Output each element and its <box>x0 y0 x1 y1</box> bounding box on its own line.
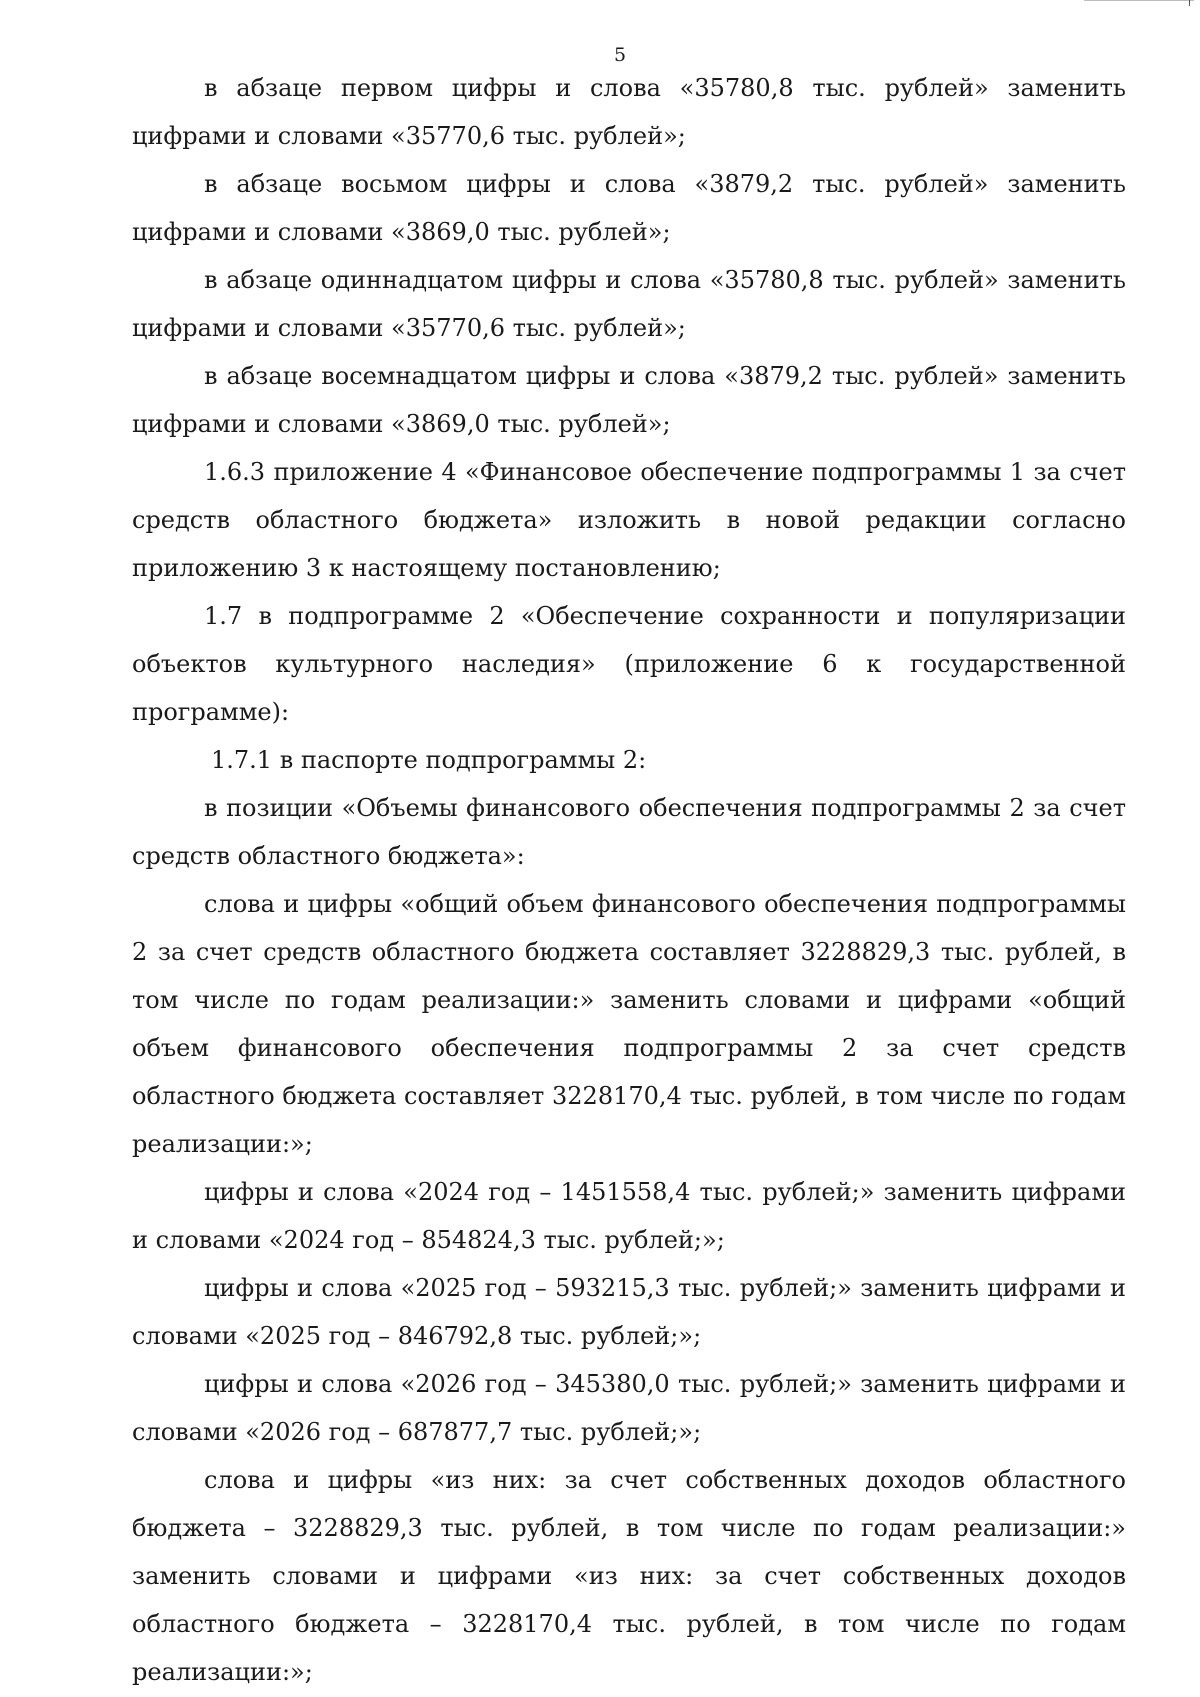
scan-edge-tick <box>1189 0 1190 6</box>
paragraph-11: цифры и слова «2025 год – 593215,3 тыс. рублей;» заменить цифрами и словами «2025 год – 846792,8 тыс. рублей;»; <box>132 1274 1126 1350</box>
paragraph-5: 1.6.3 приложение 4 «Финансовое обеспечение подпрограммы 1 за счет средств областного бюджета» изложить в новой редакции согласно приложению 3 к настоящему постановлению; <box>132 458 1126 582</box>
paragraph-8: в позиции «Объемы финансового обеспечения подпрограммы 2 за счет средств областного бюджета»: <box>132 794 1126 870</box>
paragraph-2: в абзаце восьмом цифры и слова «3879,2 тыс. рублей» заменить цифрами и словами «3869,0 тыс. рублей»; <box>132 170 1126 246</box>
paragraph-3: в абзаце одиннадцатом цифры и слова «35780,8 тыс. рублей» заменить цифрами и словами «35770,6 тыс. рублей»; <box>132 266 1126 342</box>
paragraph-1: в абзаце первом цифры и слова «35780,8 тыс. рублей» заменить цифрами и словами «35770,6 тыс. рублей»; <box>132 74 1126 150</box>
paragraph-9: слова и цифры «общий объем финансового обеспечения подпрограммы 2 за счет средств областного бюджета составляет 3228829,3 тыс. рублей, в том числе по годам реализации:» заменить словами и цифрами «общий объем финансового обеспечения подпрограммы 2 за счет средств областного бюджета составляет 3228170,4 тыс. рублей, в том числе по годам реализации:»; <box>132 890 1126 1158</box>
paragraph-12: цифры и слова «2026 год – 345380,0 тыс. рублей;» заменить цифрами и словами «2026 год – 687877,7 тыс. рублей;»; <box>132 1370 1126 1446</box>
document-body <box>132 64 1126 1696</box>
paragraph-7: 1.7.1 в паспорте подпрограммы 2: <box>211 746 647 774</box>
paragraph-13: слова и цифры «из них: за счет собственных доходов областного бюджета – 3228829,3 тыс. рублей, в том числе по годам реализации:» заменить словами и цифрами «из них: за счет собственных доходов областного бюджета – 3228170,4 тыс. рублей, в том числе по годам реализации:»; <box>132 1466 1126 1686</box>
paragraph-10: цифры и слова «2024 год – 1451558,4 тыс. рублей;» заменить цифрами и словами «2024 год – 854824,3 тыс. рублей;»; <box>132 1178 1126 1254</box>
paragraph-4: в абзаце восемнадцатом цифры и слова «3879,2 тыс. рублей» заменить цифрами и словами «3869,0 тыс. рублей»; <box>132 362 1126 438</box>
paragraph-6: 1.7 в подпрограмме 2 «Обеспечение сохранности и популяризации объектов культурного наследия» (приложение 6 к государственной программе): <box>132 602 1126 726</box>
page-number: 5 <box>613 44 627 66</box>
scan-edge-mark <box>1084 0 1194 3</box>
